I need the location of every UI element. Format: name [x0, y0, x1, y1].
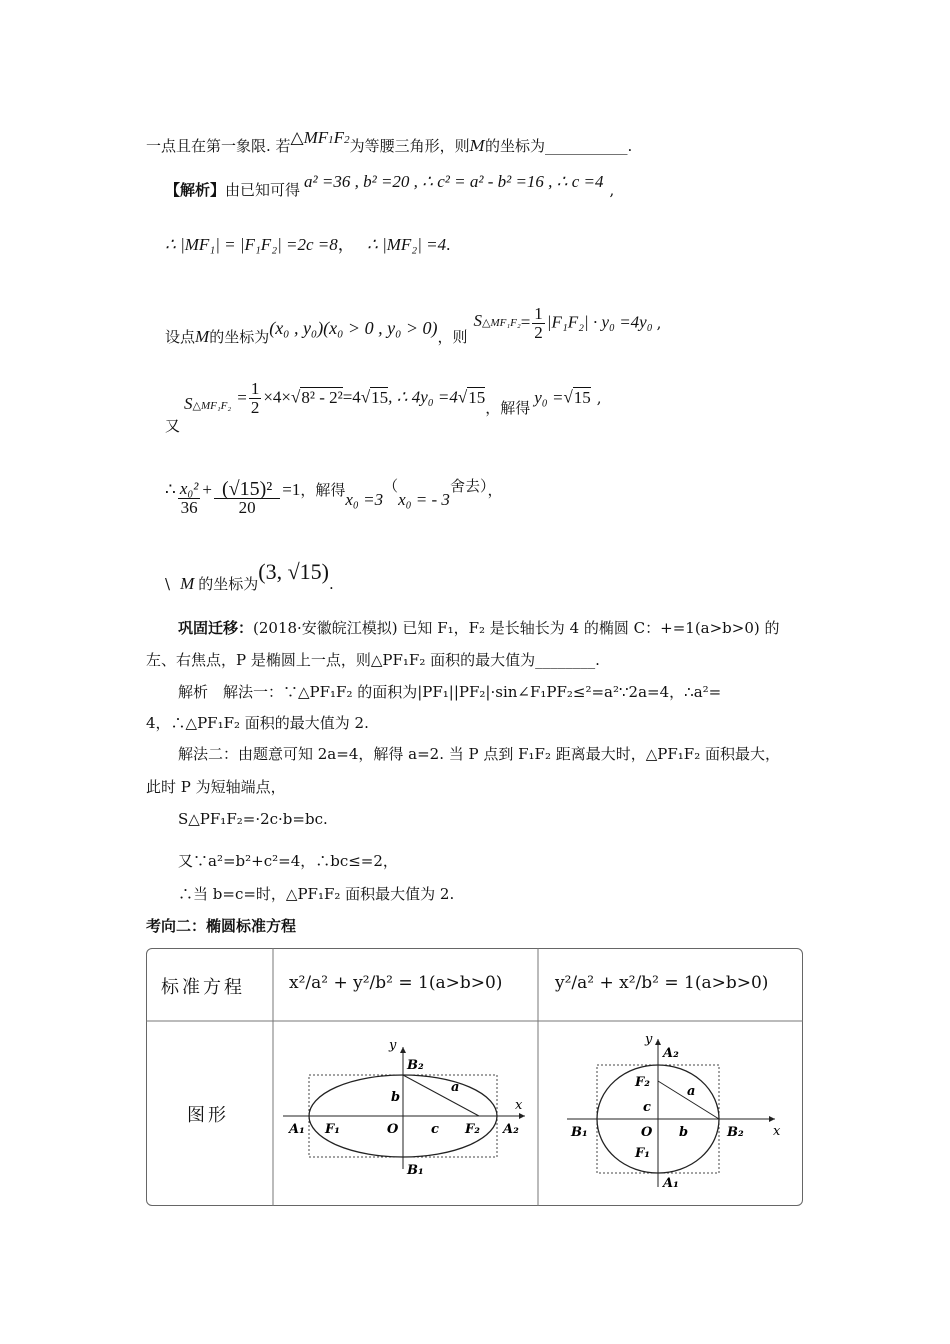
- area-eq: , ∴ 4y₀ =4: [388, 387, 458, 407]
- label-A2: A₂: [663, 1046, 679, 1061]
- plus: +: [202, 480, 212, 499]
- point-m: M: [195, 326, 210, 346]
- label-a: a: [687, 1084, 696, 1099]
- practice-line-9: ∴当 b=c=时，△PF₁F₂ 面积最大值为 2.: [178, 885, 455, 903]
- practice-line-2: 左、右焦点，P 是椭圆上一点，则△PF₁F₂ 面积的最大值为________.: [146, 651, 600, 669]
- label-F1: F₁: [635, 1146, 650, 1161]
- label-B1: B₁: [571, 1125, 588, 1140]
- sqrt15-fraction: $\frac{\text{(√15)²}}{20}$: [214, 480, 280, 517]
- triangle-label: △MF1F2: [290, 128, 350, 147]
- equation-vertical: y²/a² + x²/b² = 1(a>b>0): [555, 973, 769, 993]
- analysis-line-1: [165, 172, 615, 200]
- analysis-label: 【解析】: [165, 181, 226, 199]
- comma: ,: [609, 181, 615, 199]
- text-set-point: 设点: [165, 327, 196, 346]
- semi-major-line: [403, 1075, 479, 1116]
- area-symbol: S△MF₁F₂: [473, 310, 521, 330]
- ellipse-horizontal-figure: [279, 1029, 539, 1199]
- comma: ,: [656, 313, 662, 332]
- section-title: 考向二：椭圆标准方程: [146, 917, 297, 935]
- label-x: x: [515, 1098, 523, 1113]
- analysis-text: 由已知可得: [225, 181, 301, 199]
- area-expr: |F₁F₂| · y₀ =4y₀: [546, 312, 653, 332]
- problem-blank: 的坐标为___________.: [484, 137, 633, 155]
- row-label-figure: 图形: [187, 1105, 229, 1126]
- comma: ,: [596, 388, 602, 407]
- comma: ，: [487, 481, 503, 499]
- practice-title: 巩固迁移：: [178, 619, 254, 637]
- therefore: ∴: [165, 480, 176, 499]
- label-b: b: [391, 1090, 401, 1105]
- label-B2: B₂: [407, 1058, 424, 1073]
- label-A1: A₁: [663, 1176, 679, 1191]
- label-F2: F₂: [635, 1075, 650, 1090]
- therefore-symbol: \: [165, 575, 171, 593]
- row-label-equation: 标准方程: [161, 977, 245, 998]
- problem-text-post: 为等腰三角形，则: [349, 137, 470, 155]
- practice-line-5: 解法二：由题意可知 2a=4，解得 a=2. 当 P 点到 F₁F₂ 距离最大时，△PF₁F₂ 面积最大，: [178, 745, 780, 763]
- point-m: M: [469, 137, 485, 155]
- practice-line-7: S△PF₁F₂=·2c·b=bc.: [178, 810, 328, 828]
- analysis-line-4: [165, 379, 602, 435]
- equals-four: =4: [342, 387, 361, 407]
- area-symbol: S△MF₁F₂: [184, 393, 232, 413]
- text-solve: ，解得: [485, 398, 531, 417]
- sqrt-15: √15: [457, 387, 486, 407]
- label-a: a: [451, 1080, 460, 1095]
- period: .: [328, 575, 334, 593]
- text-coords: 的坐标为: [198, 575, 259, 593]
- label-y: y: [389, 1038, 397, 1053]
- mf2-eq: ∴ |MF₂| =4: [367, 235, 447, 254]
- practice-line-1: [178, 618, 780, 638]
- label-A2: A₂: [503, 1122, 519, 1137]
- paren: （: [383, 477, 399, 495]
- label-A1: A₁: [289, 1122, 305, 1137]
- problem-line-1: [146, 128, 633, 158]
- times-four: ×4×: [263, 387, 292, 407]
- point-m: M: [180, 574, 195, 593]
- label-F2: F₂: [465, 1122, 480, 1137]
- equals: =: [237, 387, 247, 407]
- label-b: b: [679, 1125, 689, 1140]
- analysis-line-6: [165, 559, 334, 593]
- sqrt-expr: √8² - 2²: [291, 387, 343, 407]
- practice-line-6: 此时 P 为短轴端点，: [146, 778, 286, 796]
- y0-eq: y₀ =: [534, 387, 564, 407]
- coords-expr: (x₀ , y₀)(x₀ > 0 , y₀ > 0): [269, 317, 438, 338]
- problem-text-pre: 一点且在第一象限. 若: [146, 137, 291, 155]
- separator: ，: [337, 235, 355, 254]
- x0-value: x₀ =3: [345, 490, 384, 509]
- label-O: O: [641, 1125, 653, 1140]
- practice-line-3: 解析 解法一：∵△PF₁F₂ 的面积为|PF₁||PF₂|·sin∠F₁PF₂≤²=a²∵2a=4，∴a²=: [178, 683, 722, 701]
- analysis-math: a² =36 , b² =20 , ∴ c² = a² - b² =16 , ∴ c =4: [304, 172, 604, 191]
- label-c: c: [643, 1100, 651, 1115]
- half-fraction: $\frac{1}{2}$: [250, 379, 260, 417]
- label-B1: B₁: [407, 1163, 424, 1178]
- final-coord: (3, √15): [258, 559, 329, 584]
- label-y: y: [645, 1032, 653, 1047]
- practice-line-4: 4，∴△PF₁F₂ 面积的最大值为 2.: [146, 714, 369, 732]
- label-F1: F₁: [325, 1122, 340, 1137]
- half-fraction: $\frac{1}{2}$: [534, 304, 543, 342]
- analysis-line-3: [165, 305, 661, 345]
- equals-one: =1: [282, 480, 301, 499]
- period: .: [446, 235, 451, 254]
- text-discard: 舍去）: [449, 477, 488, 495]
- equals: =: [520, 312, 531, 332]
- ellipse-vertical-figure: [547, 1029, 807, 1199]
- text-coords: 的坐标为: [209, 327, 270, 346]
- analysis-line-2: [165, 235, 450, 255]
- sqrt-15: √15: [563, 387, 591, 407]
- equation-horizontal: x²/a² + y²/b² = 1(a>b>0): [289, 973, 503, 993]
- practice-text-1: (2018·安徽皖江模拟) 已知 F₁，F₂ 是长轴长为 4 的椭圆 C：+=1(a>b>0) 的: [253, 619, 780, 637]
- label-B2: B₂: [727, 1125, 744, 1140]
- label-x: x: [773, 1124, 781, 1139]
- mf1-eq: ∴ |MF₁| = |F₁F₂| =2c =8: [165, 235, 338, 254]
- analysis-line-5: [165, 472, 502, 534]
- text-solve: ，解得: [300, 481, 346, 499]
- sqrt-15: √15: [360, 387, 389, 407]
- practice-line-8: 又∵a²=b²+c²=4，∴bc≤=2，: [178, 852, 398, 870]
- text-also: 又: [165, 416, 181, 435]
- label-c: c: [431, 1122, 439, 1137]
- label-O: O: [387, 1122, 399, 1137]
- text-then: ，则: [437, 327, 468, 346]
- x0-fraction: $\frac{\text{x₀²}}{36}$: [178, 472, 201, 517]
- x0-neg: x₀ = - 3: [398, 490, 450, 509]
- standard-equation-table: [146, 948, 803, 1206]
